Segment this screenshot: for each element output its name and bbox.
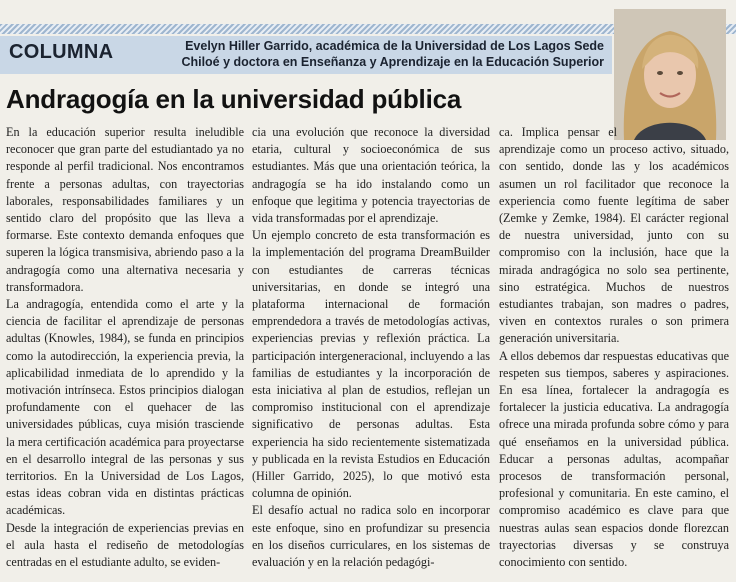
portrait-image [614, 9, 726, 140]
paragraph: La andragogía, entendida como el arte y la ciencia de facilitar el aprendizaje de personas adultas (Knowles, 1984), se funda en principios como la autodirección, la experiencia previa, la aplicabilidad inmediata de lo aprendido y la motivación intrínseca. Estos principios dialogan profundamente con el quehacer de las universidades públicas, cuya misión trasciende la mera certificación académica para proyectarse en el desarrollo integral de las personas y sus territorios. En la Universidad de Los Lagos, estas ideas cobran vida en distintas prácticas académicas. [6, 297, 244, 518]
paragraph: Desde la integración de experiencias previas en el aula hasta el rediseño de metodologías centradas en el estudiante adulto, se eviden- [6, 520, 244, 570]
author-photo [614, 9, 726, 140]
article-column-3 [499, 124, 729, 571]
author-line-1: Evelyn Hiller Garrido, académica de la Universidad de Los Lagos Sede [185, 39, 604, 53]
paragraph: A ellos debemos dar respuestas educativas que respeten sus tiempos, saberes y aspiraciones. En esa línea, fortalecer la andragogía es fortalecer la justicia educativa. La andragogía ofrece una mirada profunda sobre cómo y para qué enseñamos en la universidad pública. Educar a personas adultas, acompañar procesos de transformación personal, profesional y comunitaria. En este camino, el compromiso académico es clave para que nuestras aulas sean espacios donde florezcan trayectorias diversas y se construya conocimiento con sentido. [499, 348, 729, 570]
photo-spacer [617, 124, 729, 141]
paragraph: Un ejemplo concreto de esta transformación es la implementación del programa DreamBuilder con estudiantes de carreras técnicas universitarias, en donde se integró una plataforma internacional de formación emprendedora a través de metodologías activas, experiencias previas y reflexión práctica. La participación intergeneracional, incluyendo a las familias de estudiantes y la incorporación de esta iniciativa al plan de estudios, reflejan un compromiso institucional con el aprendizaje significativo de personas adultas. Esta experiencia ha sido recientemente sistematizada y publicada en la revista Estudios en Educación (Hiller Garrido, 2025), lo que motivó esta columna de opinión. [252, 228, 490, 501]
section-label: COLUMNA [9, 41, 114, 63]
article-column-1 [6, 124, 244, 571]
paragraph: El desafío actual no radica solo en incorporar este enfoque, sino en profundizar su presencia en los diseños curriculares, en los sistemas de evaluación y en la relación pedagógi- [252, 503, 490, 570]
paragraph: En la educación superior resulta ineludible reconocer que gran parte del estudiantado ya no responde al perfil tradicional. Nos encontramos frente a personas adultas, con trayectorias laborales, responsabilidades familiares y un sentido claro del propósito que las lleva a formarse. Este contexto demanda enfoques que superen la lógica transmisiva, abriendo paso a la andragogía como una alternativa necesaria y transformadora. [6, 125, 244, 294]
author-byline [181, 38, 604, 70]
article-column-2 [252, 124, 490, 571]
author-line-2: Chiloé y doctora en Enseñanza y Aprendizaje en la Educación Superior [181, 55, 604, 69]
paragraph: ca. Implica pensar el aprendizaje como un proceso activo, situado, con sentido, donde las y los académicos asumen un rol facilitador que reconoce la experiencia como fuente legítima de saber (Zemke y Zemke, 1984). El carácter regional de nuestra universidad, junto con su compromiso con la inclusión, hace que la mirada andragógica no solo sea pertinente, sino estratégica. Muchos de nuestros estudiantes trabajan, son madres o padres, viven en contextos rurales o son primera generación universitaria. [499, 125, 729, 346]
article-title: Andragogía en la universidad pública [6, 84, 462, 114]
paragraph: cia una evolución que reconoce la diversidad etaria, cultural y socioeconómica de sus estudiantes. Más que una orientación teórica, la andragogía se ha ido instalando como un enfoque que legitima y potencia trayectorias de vida transformadas por el aprendizaje. [252, 125, 490, 226]
